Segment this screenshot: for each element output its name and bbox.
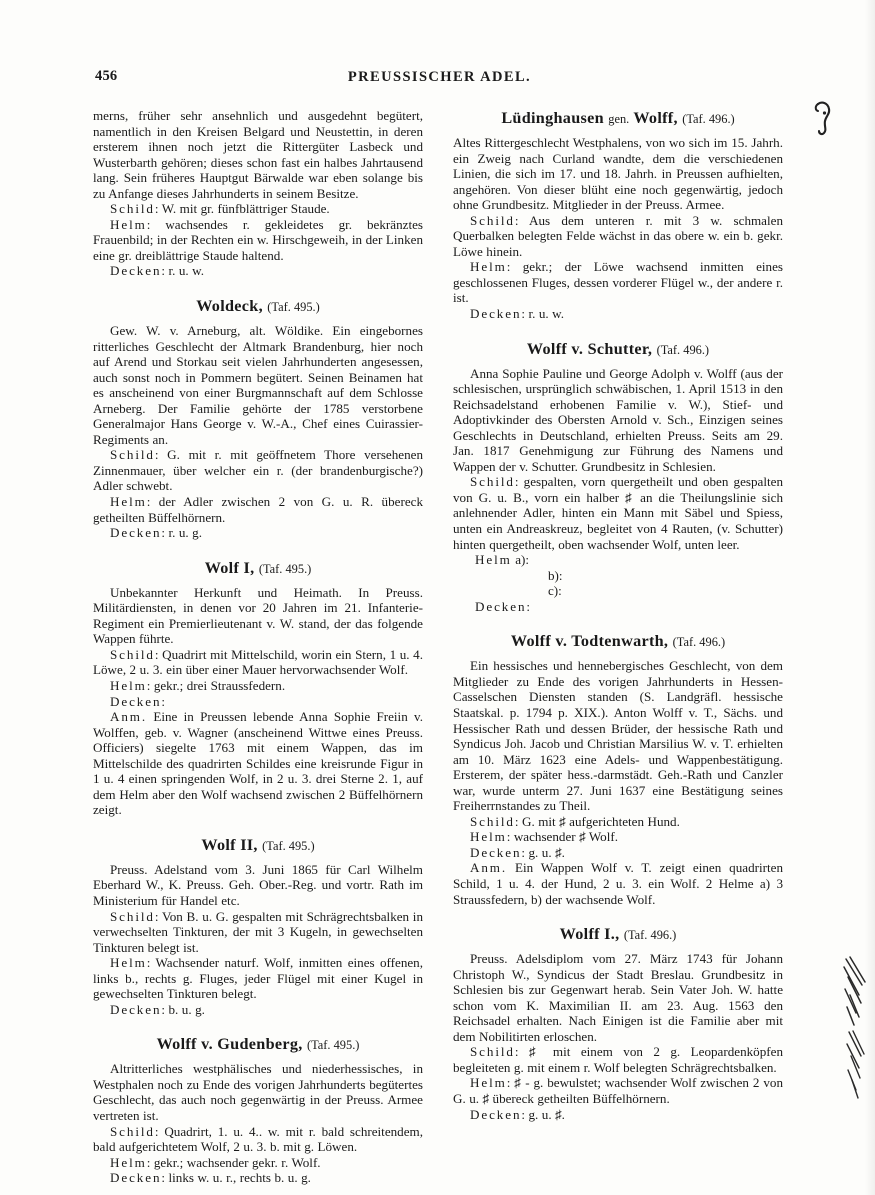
entry-title xyxy=(453,631,783,652)
running-head-title: PREUSSISCHER ADEL. xyxy=(347,69,532,85)
page-number: 456 xyxy=(95,68,118,84)
helm-line xyxy=(93,678,423,694)
helm-text: : wachsendes r. gekleidetes gr. bekränztes Frauenbild; in der Rechten ein w. Hirschgeweih, in der Linken eine gr. dreiblättrige Staude haltend. xyxy=(93,216,423,263)
decken-line xyxy=(453,845,783,861)
schild-line xyxy=(453,213,783,260)
entry-title xyxy=(453,108,783,129)
schild-label: Schild xyxy=(470,1044,515,1060)
decken-line xyxy=(93,263,423,279)
helm-line xyxy=(453,552,783,568)
decken-text: : r. u. w. xyxy=(161,263,205,279)
anm-label: Anm. xyxy=(470,860,508,876)
decken-label: Decken xyxy=(110,693,162,709)
entry-plate-ref: (Taf. 496.) xyxy=(623,928,677,943)
helm-label: Helm xyxy=(470,259,507,275)
schild-line xyxy=(453,1044,783,1075)
entry-heading-ludinghausen xyxy=(453,108,783,129)
schild-text: : ♯ mit einem von 2 g. Leopardenköpfen begleiteten g. mit einem r. Wolf belegten Schrägrechtsbalken. xyxy=(453,1044,783,1075)
decken-text: : r. u. g. xyxy=(161,525,203,541)
helm-option-b: b): xyxy=(548,567,563,583)
schild-text: : Aus dem unteren r. mit 3 w. schmalen Querbalken belegten Felde wächst in das obere w. ein b. gekr. Löwe hinein. xyxy=(453,212,783,259)
helm-label: Helm xyxy=(110,955,147,971)
schild-line xyxy=(93,201,423,217)
entry-body: Anna Sophie Pauline und George Adolph v. Wolff (aus der schlesischen, ursprünglich schwäbischen, 1. April 1513 in den Reichsadelstand erhobenen Familie v. W.), Stief- und Adoptivkinder des Obersten Arnold v. Sch., Einzigen seines Geschlechts in Deutschland, erhielten Preuss. Seits am 29. Jan. 1817 Genehmigung zur Führung des Namens und Wappen der v. Schutter. Grundbesitz in Schlesien. xyxy=(453,365,783,474)
decken-line xyxy=(93,1170,423,1186)
schild-line xyxy=(93,647,423,678)
decken-line xyxy=(93,525,423,541)
entry-name: Wolff v. Gudenberg, xyxy=(156,1035,303,1054)
entry-title xyxy=(93,296,423,317)
helm-label: Helm xyxy=(110,216,147,232)
helm-text: : der Adler zwischen 2 von G. u. R. übereck getheilten Büffelhörnern. xyxy=(93,494,423,525)
decken-label: Decken xyxy=(110,1170,162,1186)
helm-line xyxy=(93,1155,423,1171)
schild-label: Schild xyxy=(110,447,155,463)
page-edge-shadow xyxy=(865,0,875,1195)
schild-line xyxy=(453,814,783,830)
entry-body: Preuss. Adelsdiplom vom 27. März 1743 für Johann Christoph W., Syndicus der Stadt Breslau. Grundbesitz in Schlesien bis zur Gegenwart herab. Sein Vater Joh. W. hatte schon vom K. Maximilian II. am 23. Aug. 1563 den Reichsadel erhalten. Nach Einigen ist die Familie aber mit dem Nobilitirten erloschen. xyxy=(453,951,783,1044)
entry-body: Unbekannter Herkunft und Heimath. In Preuss. Militärdiensten, in denen vor 20 Jahren im 21. Infanterie-Regiment ein Premierlieutenant v. W. stand, der das folgende Wappen führte. xyxy=(93,584,423,647)
schild-text: : gespalten, vorn quergetheilt und oben gespalten von G. u. B., vorn ein halber ♯ an die Theilungslinie sich anlehnender Adler, hinten ein Mann mit Säbel und Spiess, unten ein Andreaskreuz, begleitet von 4 Rauten, (v. Schutter) hinten quergetheilt, oben wachsender Wolf, unten leer. xyxy=(453,474,783,552)
decken-label: Decken xyxy=(470,306,522,322)
entry-name: Wolff v. Schutter, xyxy=(526,339,653,358)
decken-label: Decken xyxy=(470,844,522,860)
helm-text: : ♯ - g. bewulstet; wachsender Wolf zwischen 2 von G. u. ♯ übereck getheilten Büffelhörnern. xyxy=(453,1075,783,1106)
decken-line xyxy=(453,599,783,615)
helm-line xyxy=(93,217,423,264)
entry-heading-woldeck xyxy=(93,296,423,317)
decken-text: : r. u. w. xyxy=(521,306,565,322)
decken-text: : g. u. ♯. xyxy=(521,1106,565,1122)
helm-text: : Wachsender naturf. Wolf, inmitten eines offenen, links b., rechts g. Fluges, jeder Flügel mit einer Kugel in gewechselten Tinkturen belegt. xyxy=(93,955,423,1002)
entry-plate-ref: (Taf. 495.) xyxy=(258,561,312,576)
anm-text: Eine in Preussen lebende Anna Sophie Freiin v. Wolffen, geb. v. Wagner (anscheinend Wittwe eines Preuss. Officiers) siegelte 1763 mit einem Wappen, das im Mittelschilde des quadrirten Schildes eine kreisrunde Figur in 1 u. 4 einen springenden Wolf, in 2 u. 3. drei Sterne 2. 1, auf dem Helm aber den Wolf wachsend zwischen 2 Büffelhörnern zeigt. xyxy=(93,709,423,818)
schild-label: Schild xyxy=(110,646,155,662)
decken-text: : b. u. g. xyxy=(161,1001,205,1017)
schild-line xyxy=(93,909,423,956)
schild-label: Schild xyxy=(110,201,155,217)
text-columns xyxy=(93,108,783,1186)
schild-text: : G. mit ♯ aufgerichteten Hund. xyxy=(514,813,680,829)
helm-text: : wachsender ♯ Wolf. xyxy=(506,829,618,845)
entry-heading-wolff-v-gudenberg xyxy=(93,1034,423,1055)
helm-line xyxy=(453,259,783,306)
helm-line xyxy=(93,955,423,1002)
helm-label: Helm xyxy=(475,552,512,568)
helm-label: Helm xyxy=(470,829,507,845)
decken-text: : xyxy=(526,598,531,614)
entry-plate-ref: (Taf. 495.) xyxy=(262,838,315,853)
entry-name: Wolff v. Todtenwarth, xyxy=(510,632,669,651)
entry-plate-ref: (Taf. 496.) xyxy=(656,342,710,357)
schild-text: : Von B. u. G. gespalten mit Schrägrechtsbalken in verwechselten Tinkturen, der mit 3 Kugeln, in gewechselten Tinkturen belegt ist. xyxy=(93,908,423,955)
decken-line xyxy=(453,1107,783,1123)
schild-label: Schild xyxy=(470,474,515,490)
entry-title xyxy=(93,558,423,579)
schild-text: : G. mit r. mit geöffnetem Thore versehenen Zinnenmauer, über welcher ein r. (der brandenburgische?) Adler schwebt. xyxy=(93,447,423,494)
helm-label: Helm xyxy=(110,677,147,693)
helm-option-a: a): xyxy=(515,552,529,568)
helm-line xyxy=(93,494,423,525)
decken-text: : g. u. ♯. xyxy=(521,844,565,860)
decken-line xyxy=(93,1002,423,1018)
schild-label: Schild xyxy=(470,813,515,829)
entry-heading-wolff-v-todtenwarth xyxy=(453,631,783,652)
schild-text: : Quadrirt mit Mittelschild, worin ein Stern, 1 u. 4. Löwe, 2 u. 3. ein über einer Mauer hervorwachsender Wolf. xyxy=(93,646,423,678)
entry-title xyxy=(453,339,783,360)
decken-line xyxy=(93,694,423,710)
entry-body: Altritterliches westphälisches und niederhessisches, in Westphalen noch zu Ende des vorigen Jahrhunderts begütertes Geschlecht, das auch noch gegenwärtig in der Preuss. Armee vertreten ist. xyxy=(93,1061,423,1123)
anm-text: Ein Wappen Wolf v. T. zeigt einen quadrirten Schild, 1 u. 4. der Hund, 2 u. 3. ein Wolf. 2 Helme a) 3 Straussfedern, b) der wachsende Wolf. xyxy=(453,860,783,907)
entry-plate-ref: (Taf. 496.) xyxy=(672,635,726,650)
helm-label: Helm xyxy=(110,494,147,510)
decken-label: Decken xyxy=(470,1106,522,1122)
continued-paragraph: merns, früher sehr ansehnlich und ausgedehnt begütert, namentlich in den Kreisen Belgard und Neustettin, in deren ersterem ihnen noch jetzt die Rittergüter Lasbeck und Wusterbarth gehören; dieses schon fast ein halbes Jahrtausend lang. Sein früheres Hauptgut Bärwalde war eben solange bis zu Anfange dieses Jahrhunderts in seinem Besitze. xyxy=(93,108,423,201)
entry-body: Gew. W. v. Arneburg, alt. Wöldike. Ein eingebornes ritterliches Geschlecht der Altmark Brandenburg, hier noch auf Arend und Storkau seit vielen Jahrhunderten angesessen, auch sonst noch in Pommern begütert. Seinen Beinamen hat es anscheinend von einer Burgmannschaft auf dem Schlosse Arneberg. Der Familie gehörte der 1785 verstorbene Generalmajor Hans George v. W.-A., Chef eines Cuirassier-Regiments an. xyxy=(93,323,423,447)
schild-text: : W. mit gr. fünfblättriger Staude. xyxy=(154,201,330,217)
entry-title xyxy=(93,1034,423,1055)
decken-text: : links w. u. r., rechts b. u. g. xyxy=(161,1170,311,1186)
entry-title xyxy=(93,835,423,856)
entry-body: Ein hessisches und hennebergisches Geschlecht, von dem Mitglieder zu Ende des vorigen Jahrhunderts in Hessen-Casselschen Diensten standen (S. Landgräfl. hessische Staatskal. p. 1794 p. XIX.). Anton Wolff v. T., Sächs. und Hessischer Rath und dessen Brüder, der hessische Rath und Syndicus Joh. Jacob und Christian Marsilius W. v. T. erhielten am 10. März 1623 eine Adels- und Wappenbestätigung. Ersterem, der später hess.-darmstädt. Geh.-Rath und Canzler war, wurde unterm 27. Juni 1637 eine Bestätigung seines Freiherrnstandes zu Theil. xyxy=(453,658,783,814)
entry-name: Lüdinghausen xyxy=(501,109,604,127)
entry-plate-ref: (Taf. 495.) xyxy=(267,300,320,315)
helm-option-b-line xyxy=(453,568,783,584)
helm-line xyxy=(453,829,783,845)
entry-name: Wolf I, xyxy=(204,558,255,577)
entry-plate-ref: (Taf. 496.) xyxy=(682,112,735,126)
schild-line xyxy=(93,447,423,494)
entry-title xyxy=(453,924,783,945)
schild-label: Schild xyxy=(470,212,515,228)
schild-line xyxy=(453,474,783,552)
helm-text: : gekr.; der Löwe wachsend inmitten eines geschlossenen Fluges, dessen vorderer Flügel w., der andere r. ist. xyxy=(453,259,783,306)
entry-body: Altes Rittergeschlecht Westphalens, von wo sich im 15. Jahrh. ein Zweig nach Curland wandte, dem die verschiedenen Linien, die sich im 17. und 18. Jahrh. in Preussen aufhielten, angehören. Von dieser blüht eine noch gegenwärtig, jedoch ohne Grundbesitz. Mitglieder in der Preuss. Armee. xyxy=(453,135,783,213)
entry-name: Wolf II, xyxy=(201,835,258,854)
entry-body: Preuss. Adelstand vom 3. Juni 1865 für Carl Wilhelm Eberhard W., K. Preuss. Geh. Ober.-Reg. und vortr. Rath im Ministerium für Handel etc. xyxy=(93,861,423,908)
entry-name: Wolff I., xyxy=(559,925,620,944)
entry-name-connector: gen. xyxy=(608,112,630,126)
entry-plate-ref: (Taf. 495.) xyxy=(306,1038,360,1053)
helm-option-c: c): xyxy=(548,583,562,599)
anm-line xyxy=(453,860,783,907)
schild-text: : Quadrirt, 1. u. 4.. w. mit r. bald schreitendem, bald aufgerichtetem Wolf, 2 u. 3. b. mit g. Löwen. xyxy=(93,1123,423,1155)
helm-label: Helm xyxy=(110,1154,147,1170)
helm-line xyxy=(453,1075,783,1106)
decken-label: Decken xyxy=(475,598,527,614)
decken-line xyxy=(453,306,783,322)
helm-text: : gekr.; drei Straussfedern. xyxy=(146,677,286,693)
decken-label: Decken xyxy=(110,263,162,279)
entry-name-secondary: Wolff, xyxy=(633,109,678,127)
running-head xyxy=(95,68,780,90)
right-column xyxy=(453,108,783,1186)
anm-line xyxy=(93,709,423,818)
left-column xyxy=(93,108,423,1186)
entry-heading-wolf-ii xyxy=(93,835,423,856)
schild-line xyxy=(93,1124,423,1155)
helm-text: : gekr.; wachsender gekr. r. Wolf. xyxy=(146,1154,321,1170)
decken-label: Decken xyxy=(110,525,162,541)
entry-heading-wolff-v-schutter xyxy=(453,339,783,360)
anm-label: Anm. xyxy=(110,709,148,725)
decken-text: : xyxy=(161,693,166,709)
entry-name: Woldeck, xyxy=(196,297,263,316)
schild-label: Schild xyxy=(110,1123,155,1139)
entry-heading-wolff-i xyxy=(453,924,783,945)
helm-option-c-line xyxy=(453,583,783,599)
schild-label: Schild xyxy=(110,908,155,924)
ink-smudge-mark-icon xyxy=(812,100,842,145)
decken-label: Decken xyxy=(110,1001,162,1017)
helm-label: Helm xyxy=(470,1075,507,1091)
entry-heading-wolf-i xyxy=(93,558,423,579)
